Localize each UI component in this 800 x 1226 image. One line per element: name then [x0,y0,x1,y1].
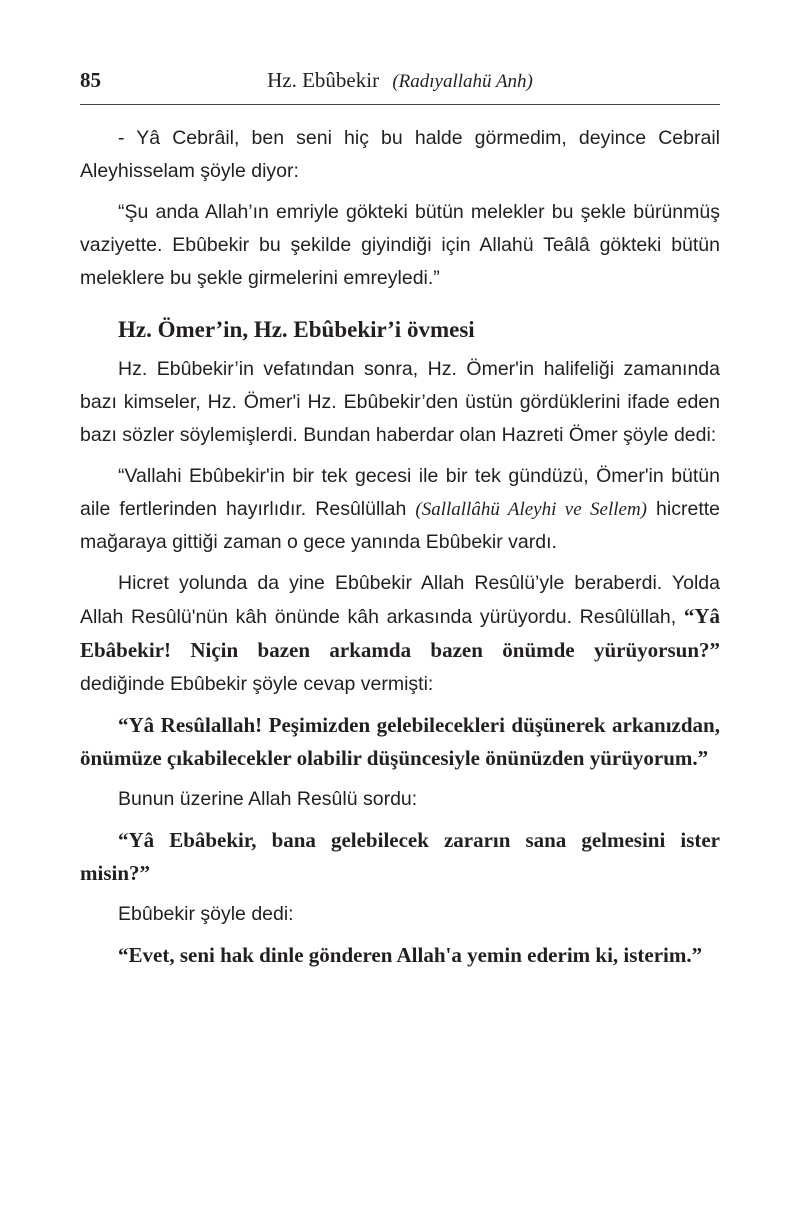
paragraph-5 [80,567,720,701]
running-header [80,64,720,105]
paragraph-8-quote: “Yâ Ebâbekir, bana gelebilecek zararın sana gelmesini ister misin?” [80,828,720,885]
section-heading: Hz. Ömer’in, Hz. Ebûbekir’i övmesi [118,317,475,342]
paragraph-6-quote: “Yâ Resûlallah! Peşimizden gelebilecekleri düşünerek arkanızdan, önümüze çıkabilecekler olabilir düşüncesiyle önünüzden yürüyorum.” [80,713,720,770]
paragraph-5-text-a: Hicret yolunda da yine Ebûbekir Allah Resûlü’yle beraberdi. Yolda Allah Resûlü'nün kâh önünde kâh arkasında yürüyordu. Resûlüllah, [80,572,720,628]
paragraph-4-text-a: “Vallahi Ebûbekir'in bir tek gecesi ile bir tek gündüzü, Ömer'in bütün aile fertlerinden hayırlıdır. Resûlüllah [80,465,720,520]
running-title [80,68,720,93]
paragraph-3: Hz. Ebûbekir’in vefatından sonra, Hz. Ömer'in halifeliği zamanında bazı kimseler, Hz. Ömer'i Hz. Ebûbekir’den üstün gördüklerini ifade eden bazı sözler söylemişlerdi. Bundan haberdar olan Hazreti Ömer şöyle dedi: [80,358,720,446]
paragraph-2: “Şu anda Allah’ın emriyle gökteki bütün melekler bu şekle bürünmüş vaziyette. Ebûbekir bu şekilde giyindiği için Allahü Teâlâ gökteki bütün meleklere bu şekle girmelerini emreyledi.” [80,201,720,289]
running-title-honorific: (Radıyallahü Anh) [392,71,533,92]
paragraph-9: Ebûbekir şöyle dedi: [118,903,294,925]
paragraph-5-text-c: dediğinde Ebûbekir şöyle cevap vermişti: [80,673,434,695]
paragraph-5-quote: “Yâ Ebâbekir! Niçin bazen arkamda bazen önümde yürüyorsun?” [80,604,720,662]
paragraph-4 [80,460,720,559]
paragraph-1: - Yâ Cebrâil, ben seni hiç bu halde görmedim, deyince Cebrail Aleyhisselam şöyle diyor: [80,127,720,182]
body-text [80,122,720,980]
paragraph-10-quote: “Evet, seni hak dinle gönderen Allah'a yemin ederim ki, isterim.” [118,943,703,967]
paragraph-4-text-c: hicrette mağaraya gittiği zaman o gece yanında Ebûbekir vardı. [80,498,720,553]
page-number: 85 [80,68,101,92]
running-title-main: Hz. Ebûbekir [267,68,380,92]
paragraph-7: Bunun üzerine Allah Resûlü sordu: [118,788,418,810]
paragraph-4-salawat: (Sallallâhü Aleyhi ve Sellem) [415,499,647,520]
